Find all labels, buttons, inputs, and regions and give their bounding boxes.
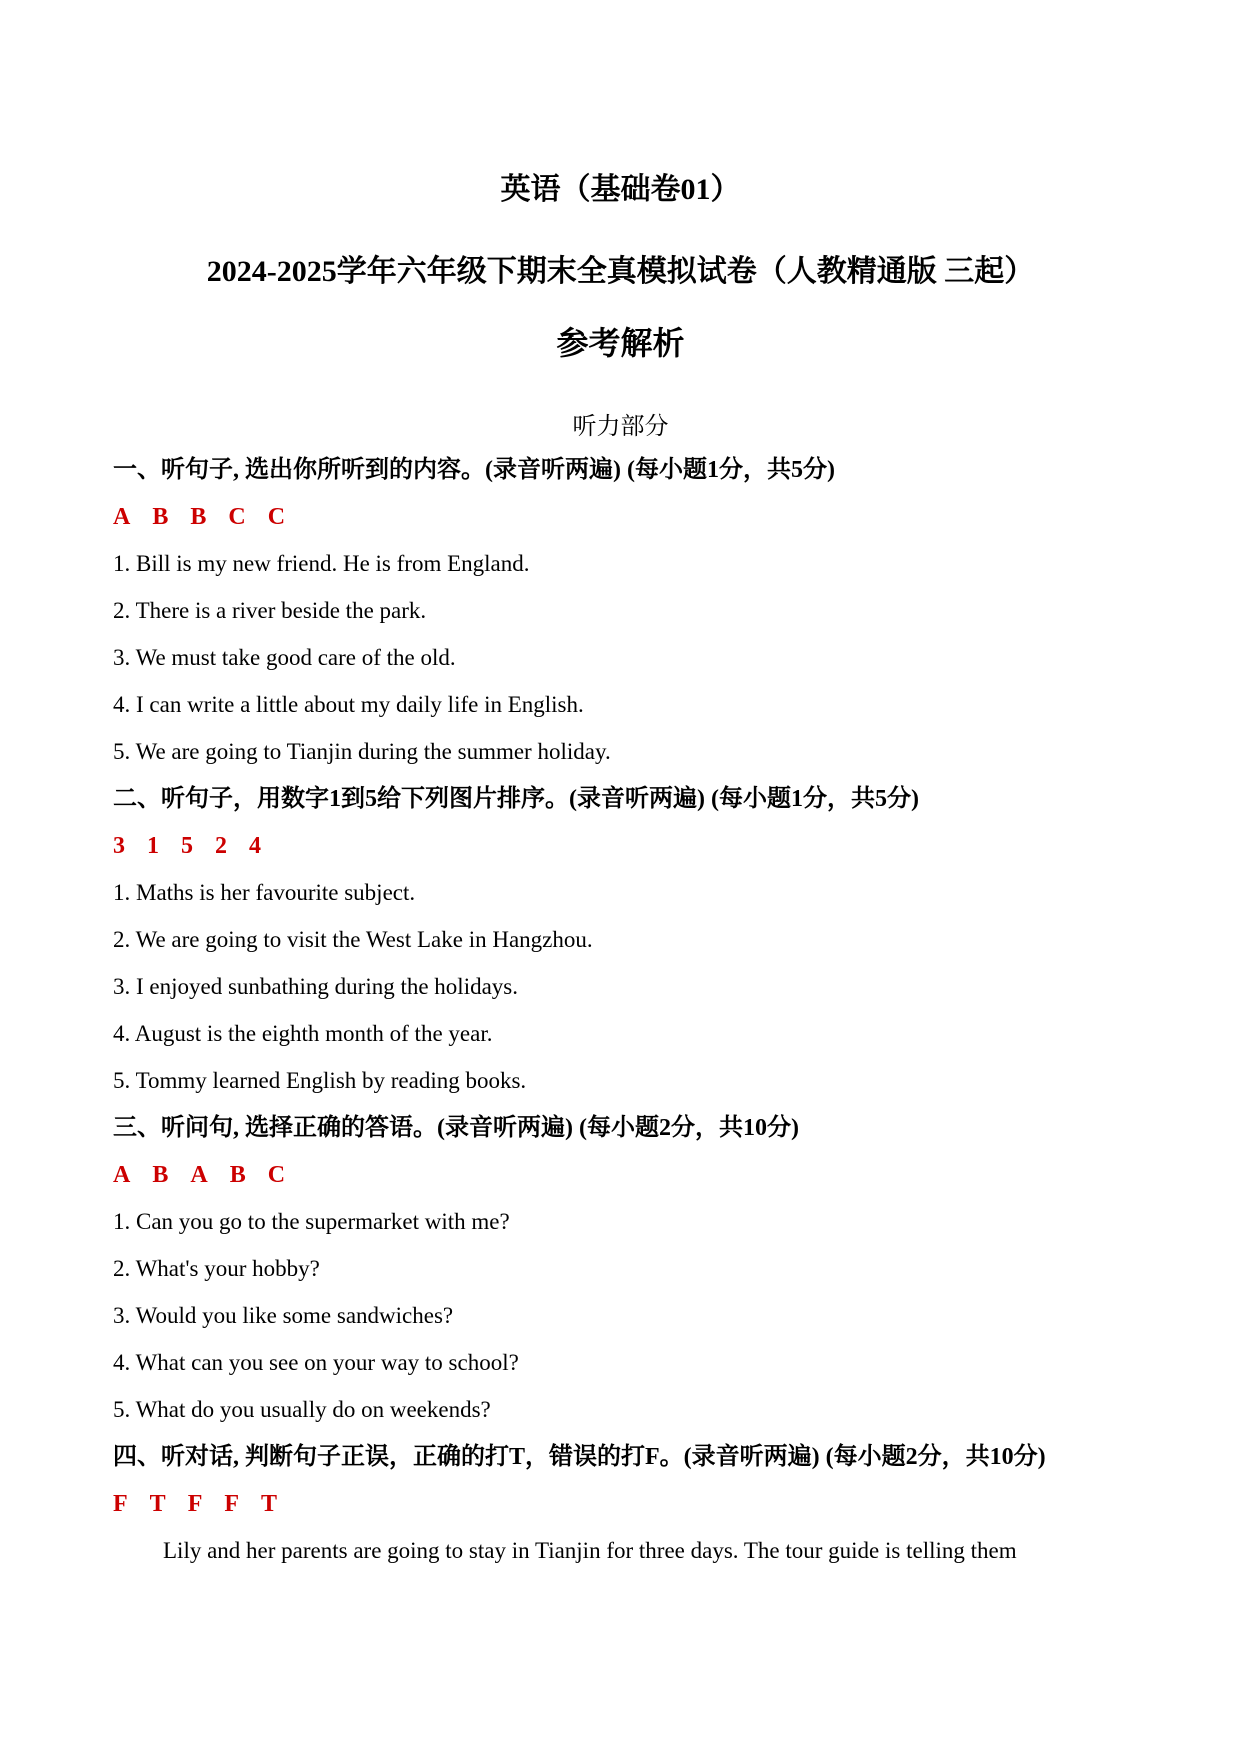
answer-item: A: [113, 504, 131, 530]
section-heading: 二、听句子，用数字1到5给下列图片排序。(录音听两遍) (每小题1分，共5分): [113, 786, 919, 812]
answer-item: B: [229, 1162, 246, 1188]
script-line: 1. Can you go to the supermarket with me?: [113, 1209, 510, 1234]
answer-item: 1: [147, 833, 159, 859]
script-line: 4. What can you see on your way to school?: [113, 1350, 519, 1375]
part-label: 听力部分: [572, 414, 669, 440]
answer-item: B: [152, 504, 169, 530]
answer-item: 5: [181, 833, 193, 859]
sections-container: [113, 450, 1133, 1571]
script-line: 2. We are going to visit the West Lake in Hangzhou.: [113, 927, 593, 952]
script-line: 4. I can write a little about my daily life in English.: [113, 692, 584, 717]
answer-item: F: [113, 1491, 128, 1517]
script-line: 2. There is a river beside the park.: [113, 598, 427, 623]
answer-item: C: [267, 1162, 286, 1188]
section-heading: 一、听句子, 选出你所听到的内容。(录音听两遍) (每小题1分，共5分): [113, 457, 835, 483]
answer-item: B: [190, 504, 207, 530]
answer-item: 2: [215, 833, 227, 859]
script-line: 5. What do you usually do on weekends?: [113, 1397, 491, 1422]
answer-key: [113, 826, 1133, 873]
section-heading: 三、听问句, 选择正确的答语。(录音听两遍) (每小题2分，共10分): [113, 1115, 799, 1141]
script-line: 3. We must take good care of the old.: [113, 645, 456, 670]
script-line: 2. What's your hobby?: [113, 1256, 320, 1281]
document-title: 英语（基础卷01）: [500, 173, 741, 206]
script-line: 3. Would you like some sandwiches?: [113, 1303, 454, 1328]
answer-item: T: [261, 1491, 278, 1517]
script-line: 5. Tommy learned English by reading books.: [113, 1068, 527, 1093]
answer-key-title: 参考解析: [556, 325, 685, 361]
script-line: 5. We are going to Tianjin during the summer holiday.: [113, 739, 611, 764]
answer-key: [113, 497, 1133, 544]
section-heading: 四、听对话, 判断句子正误，正确的打T，错误的打F。(录音听两遍) (每小题2分，共10分): [113, 1444, 1046, 1470]
script-line: 1. Maths is her favourite subject.: [113, 880, 416, 905]
answer-key: [113, 1155, 1133, 1202]
answer-item: F: [187, 1491, 203, 1517]
answer-key: [113, 1484, 1133, 1531]
script-line: 4. August is the eighth month of the year.: [113, 1021, 493, 1046]
script-paragraph: Lily and her parents are going to stay in Tianjin for three days. The tour guide is telling them: [163, 1538, 1017, 1563]
answer-item: T: [149, 1491, 166, 1517]
answer-item: 4: [249, 833, 261, 859]
script-line: 3. I enjoyed sunbathing during the holidays.: [113, 974, 518, 999]
script-line: 1. Bill is my new friend. He is from England.: [113, 551, 530, 576]
answer-item: 3: [113, 833, 125, 859]
answer-item: C: [267, 504, 286, 530]
exam-title: 2024-2025学年六年级下期末全真模拟试卷（人教精通版 三起）: [206, 255, 1035, 288]
answer-item: F: [224, 1491, 240, 1517]
answer-item: A: [113, 1162, 131, 1188]
answer-item: B: [152, 1162, 169, 1188]
answer-item: C: [228, 504, 246, 530]
answer-item: A: [190, 1162, 208, 1188]
